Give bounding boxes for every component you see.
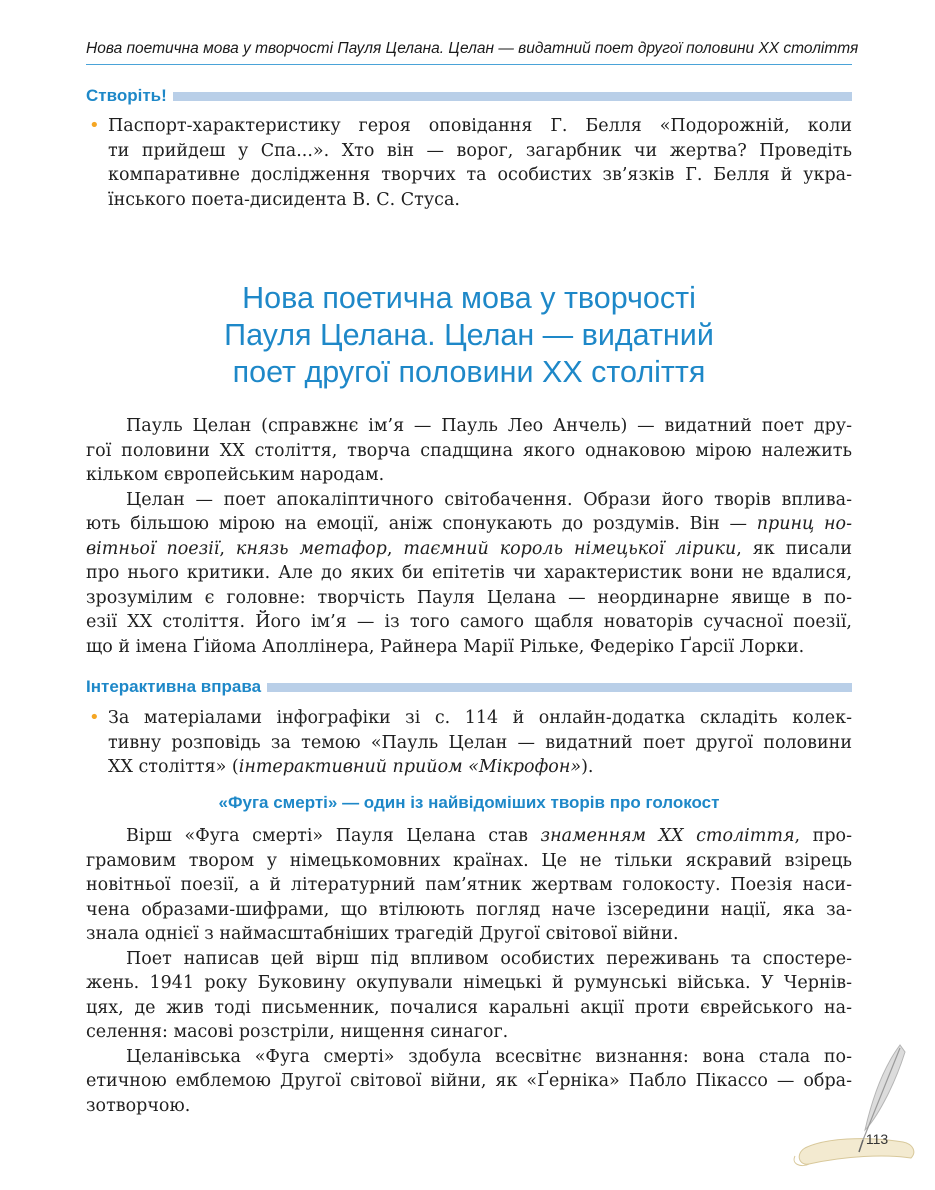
header-divider: [86, 64, 852, 65]
create-section-label: Створіть!: [86, 86, 167, 105]
text-line: знала однієї з наймасштабніших трагедій Другої світової війни.: [86, 924, 679, 944]
text-run: ХХ століття» (: [108, 757, 239, 777]
running-head: Нова поетична мова у творчості Пауля Целана. Целан — видатний поет другої половини ХХ століття: [86, 40, 859, 57]
italic-run: князь метафор: [235, 538, 387, 559]
text-line: компаративне дослідження творчих та особистих зв’язків Г. Белля й укра-: [108, 165, 852, 185]
chapter-title: [86, 280, 852, 391]
text-line: [86, 512, 852, 537]
text-line: етичною емблемою Другої світової війни, як «Ґерніка» Пабло Пікассо — обра-: [86, 1071, 852, 1091]
text-line: [86, 537, 852, 562]
title-line: Нова поетична мова у творчості: [242, 281, 696, 315]
create-section-task: [89, 114, 852, 212]
interactive-section-heading: [86, 677, 852, 697]
italic-run: вітньої поезії: [86, 538, 220, 559]
text-line: кільком європейським народам.: [86, 465, 385, 485]
text-line: Пауль Целан (справжнє ім’я — Пауль Лео Анчель) — видатний поет дру-: [126, 416, 852, 436]
text-run: , про-: [794, 826, 852, 846]
text-line: ти прийдеш у Спа...». Хто він — ворог, загарбник чи жертва? Проведіть: [108, 140, 852, 161]
text-line: тивну розповідь за темою «Пауль Целан — видатний поет другої половини: [108, 732, 852, 753]
text-line: що й імена Ґійома Аполлінера, Райнера Марії Рільке, Федеріко Ґарсії Лорки.: [86, 636, 805, 657]
text-run: ,: [219, 538, 236, 559]
text-line: новітньої поезії, а й літературний пам’ятник жертвам голокосту. Поезія наси-: [86, 875, 852, 895]
bullet-icon: •: [89, 707, 100, 728]
text-line: За матеріалами інфографіки зі с. 114 й онлайн-додатка складіть колек-: [108, 708, 852, 728]
text-run: ).: [581, 757, 594, 777]
text-run: , як писали: [736, 538, 852, 559]
intro-text: [86, 414, 852, 659]
italic-run: знаменням ХХ століття: [540, 826, 795, 846]
text-line: [108, 755, 852, 780]
text-line: чена образами-шифрами, що втілюють погляд наче ізсередини нації, яка за-: [86, 899, 852, 920]
text-line: Целан — поет апокаліптичного світобачення. Образи його творів вплива-: [126, 489, 852, 510]
text-run: Вірш «Фуга смерті» Пауля Целана став: [126, 826, 541, 846]
text-line: селення: масові розстріли, нищення синагог.: [86, 1022, 509, 1042]
section-bar: [173, 92, 852, 101]
interactive-section-label: Інтерактивна вправа: [86, 677, 262, 696]
text-line: гої половини ХХ століття, творча спадщина якого однаковою мірою належить: [86, 440, 852, 461]
bullet-icon: •: [89, 115, 100, 136]
fugue-text: [86, 824, 852, 1118]
text-line: цях, де жив тоді письменник, почалися каральні акції проти єврейського на-: [86, 997, 852, 1018]
interactive-section-task: [89, 706, 852, 780]
text-line: зотворчою.: [86, 1095, 191, 1116]
italic-run: інтерактивний прийом «Мікрофон»: [238, 757, 582, 777]
text-line: жень. 1941 року Буковину окупували німецькі й румунські війська. У Чернів-: [86, 973, 852, 993]
quill-scroll-icon: [765, 1040, 925, 1180]
page-number: 113: [865, 1131, 889, 1147]
text-line: Поет написав цей вірш під впливом особистих переживань та спостере-: [126, 948, 852, 969]
text-line: про нього критики. Але до яких би епітетів чи характеристик вони не вдалися,: [86, 563, 852, 583]
text-line: їнського поета-дисидента В. С. Стуса.: [108, 189, 460, 210]
title-line: поет другої половини ХХ століття: [232, 355, 706, 389]
text-run: ють більшою мірою на емоції, аніж спонукають до роздумів. Він —: [86, 514, 757, 534]
subheading: «Фуга смерті» — один із найвідоміших творів про голокост: [218, 793, 720, 812]
text-run: ,: [386, 538, 404, 559]
text-line: Паспорт-характеристику героя оповідання Г. Белля «Подорожній, коли: [108, 116, 852, 136]
section-bar: [267, 683, 852, 692]
title-line: Пауля Целана. Целан — видатний: [224, 318, 714, 352]
create-section-heading: [86, 86, 852, 106]
italic-run: таємний король німецької лірики: [403, 538, 737, 559]
text-line: зрозумілим є головне: творчість Пауля Целана — неординарне явище в по-: [86, 587, 852, 608]
text-line: езії ХХ століття. Його ім’я — із того самого щабля новаторів сучасної поезії,: [86, 612, 852, 632]
text-line: Целанівська «Фуга смерті» здобула всесвітнє визнання: вона стала по-: [126, 1046, 852, 1067]
text-line: грамовим твором у німецькомовних країнах. Це не тільки яскравий взірець: [86, 850, 852, 871]
text-line: [86, 824, 852, 849]
italic-run: принц но-: [756, 514, 852, 534]
